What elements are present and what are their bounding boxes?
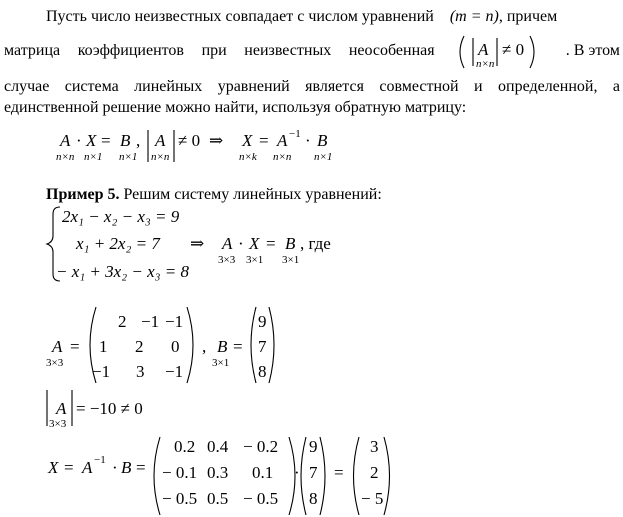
dim-label: n×n [273,151,292,163]
left-paren [154,437,160,515]
example-title: Пример 5. [46,186,120,203]
para-line-4: единственной решение можно найти, используя обратную матрицу: [4,99,467,116]
determinant-line [47,390,143,430]
right-paren [530,36,534,68]
vector-b-cell: 7 [309,463,318,482]
left-paren [354,437,360,515]
equals-sign: = [259,131,269,150]
dot-operator: · [305,131,311,150]
matrix-b: B [120,131,131,150]
left-paren [460,36,464,68]
matrix-a-cell: −1 [92,362,111,381]
inverse-cell: 0.2 [174,437,196,456]
matrix-a-cell: −1 [165,312,184,331]
solution-cell: 2 [370,463,379,482]
inverse-cell: 0.5 [207,489,229,508]
solution-cell: − 5 [361,489,384,508]
dim-label: n×1 [314,151,333,163]
para-line-3: случае система линейных уравнений является совместной и определенной, а [4,78,620,95]
text-fragment: . В этом [565,42,620,59]
equation-2: x₁ + 2x₂ = 7 [76,234,160,253]
matrix-form [190,234,331,266]
word: неизвестных [244,42,332,59]
matrix-a-cell: 2 [135,337,144,356]
unknown-x: X [48,458,59,477]
matrix-a-cell: 2 [118,312,127,331]
left-paren [251,307,256,383]
matrix-a-cell: −1 [165,362,184,381]
solution-cell: 3 [370,437,379,456]
vector-b-cell: 8 [309,489,318,508]
equation-3: − x₁ + 3x₂ − x₃ = 8 [56,262,190,281]
not-zero: ≠ 0 [178,131,201,150]
inverse-cell: − 0.5 [162,489,198,508]
matrix-symbol: A [277,131,288,150]
vector-b-cell: 9 [258,312,267,331]
word: матрица [4,42,61,59]
inverse-cell: 0.4 [207,437,229,456]
inverse-matrix-formula [56,128,332,163]
matrix-a-cell: 0 [171,337,180,356]
matrix-b: B [217,337,228,356]
comma: , [202,337,207,356]
dim-label: 3×3 [46,357,64,369]
right-paren [320,437,325,515]
equals-sign: = [334,463,344,482]
right-paren [187,307,193,383]
matrix-symbol: A [155,131,166,150]
right-paren [269,307,274,383]
equation-1: 2x₁ − x₂ − x₃ = 9 [62,207,180,226]
example-text: Решим систему линейных уравнений: [119,186,382,203]
where-word: , где [300,234,331,253]
dot-operator: · [112,458,118,477]
dim-label: n×n [476,58,495,70]
matrix-b: B [317,131,328,150]
unknown-x: X [86,131,97,150]
matrix-a-cell: −1 [141,312,160,331]
matrix-b: B [285,234,296,253]
text-fragment: , причем [498,8,558,25]
dot-operator: · [238,234,244,253]
matrix-a-cell: 1 [99,337,108,356]
matrix-symbol: A [56,399,67,418]
implies-arrow: ⇒ [209,131,224,150]
dim-label: 3×1 [282,254,300,266]
inverse-cell: − 0.2 [243,437,279,456]
matrix-symbol: A [60,131,71,150]
inverse-exponent: −1 [94,454,106,466]
equals-sign: = [64,458,74,477]
matrix-b: B [121,458,132,477]
equals-sign: = [266,234,276,253]
matrix-symbol: A [478,40,489,59]
vector-b-cell: 9 [309,437,318,456]
inline-determinant [460,36,534,70]
equals-sign: = [136,458,146,477]
inverse-exponent: −1 [289,128,301,140]
dim-label: 3×3 [218,254,236,266]
word: при [201,42,227,59]
inverse-cell: − 0.5 [243,489,279,508]
matrix-definitions [46,307,274,383]
dim-label: n×1 [84,151,103,163]
dim-label: n×k [239,151,257,163]
matrix-symbol: A [82,458,93,477]
text-fragment: Пусть число неизвестных совпадает с числом уравнений [46,8,434,25]
dim-label: 3×3 [49,418,67,430]
dim-label: 3×1 [212,357,230,369]
unknown-x: X [249,234,260,253]
matrix-symbol: A [52,337,63,356]
condition-m-equals-n: (m = n) [449,8,499,25]
equation-system [47,207,190,281]
unknown-x: X [242,131,253,150]
equals-sign: = [70,337,80,356]
dim-label: n×1 [119,151,138,163]
determinant-value: = −10 ≠ 0 [76,399,143,418]
solution-formula [47,437,390,515]
left-paren [301,437,306,515]
inverse-cell: 0.3 [207,463,229,482]
not-zero: ≠ 0 [502,40,525,59]
word: неособенная [348,42,435,59]
matrix-symbol: A [222,234,233,253]
dim-label: 3×1 [246,254,264,266]
equals-sign: = [101,131,111,150]
vector-b-cell: 8 [258,362,267,381]
implies-arrow: ⇒ [190,234,205,253]
equals-sign: = [233,337,243,356]
vector-b-cell: 7 [258,337,267,356]
word: коэффициентов [77,42,184,59]
dot-operator: · [294,463,300,482]
inverse-cell: 0.1 [252,463,274,482]
dot-operator: · [76,131,82,150]
comma: , [136,131,141,150]
dim-label: n×n [56,151,75,163]
inverse-cell: − 0.1 [162,463,198,482]
dim-label: n×n [151,151,170,163]
matrix-a-cell: 3 [136,362,145,381]
right-paren [384,437,390,515]
